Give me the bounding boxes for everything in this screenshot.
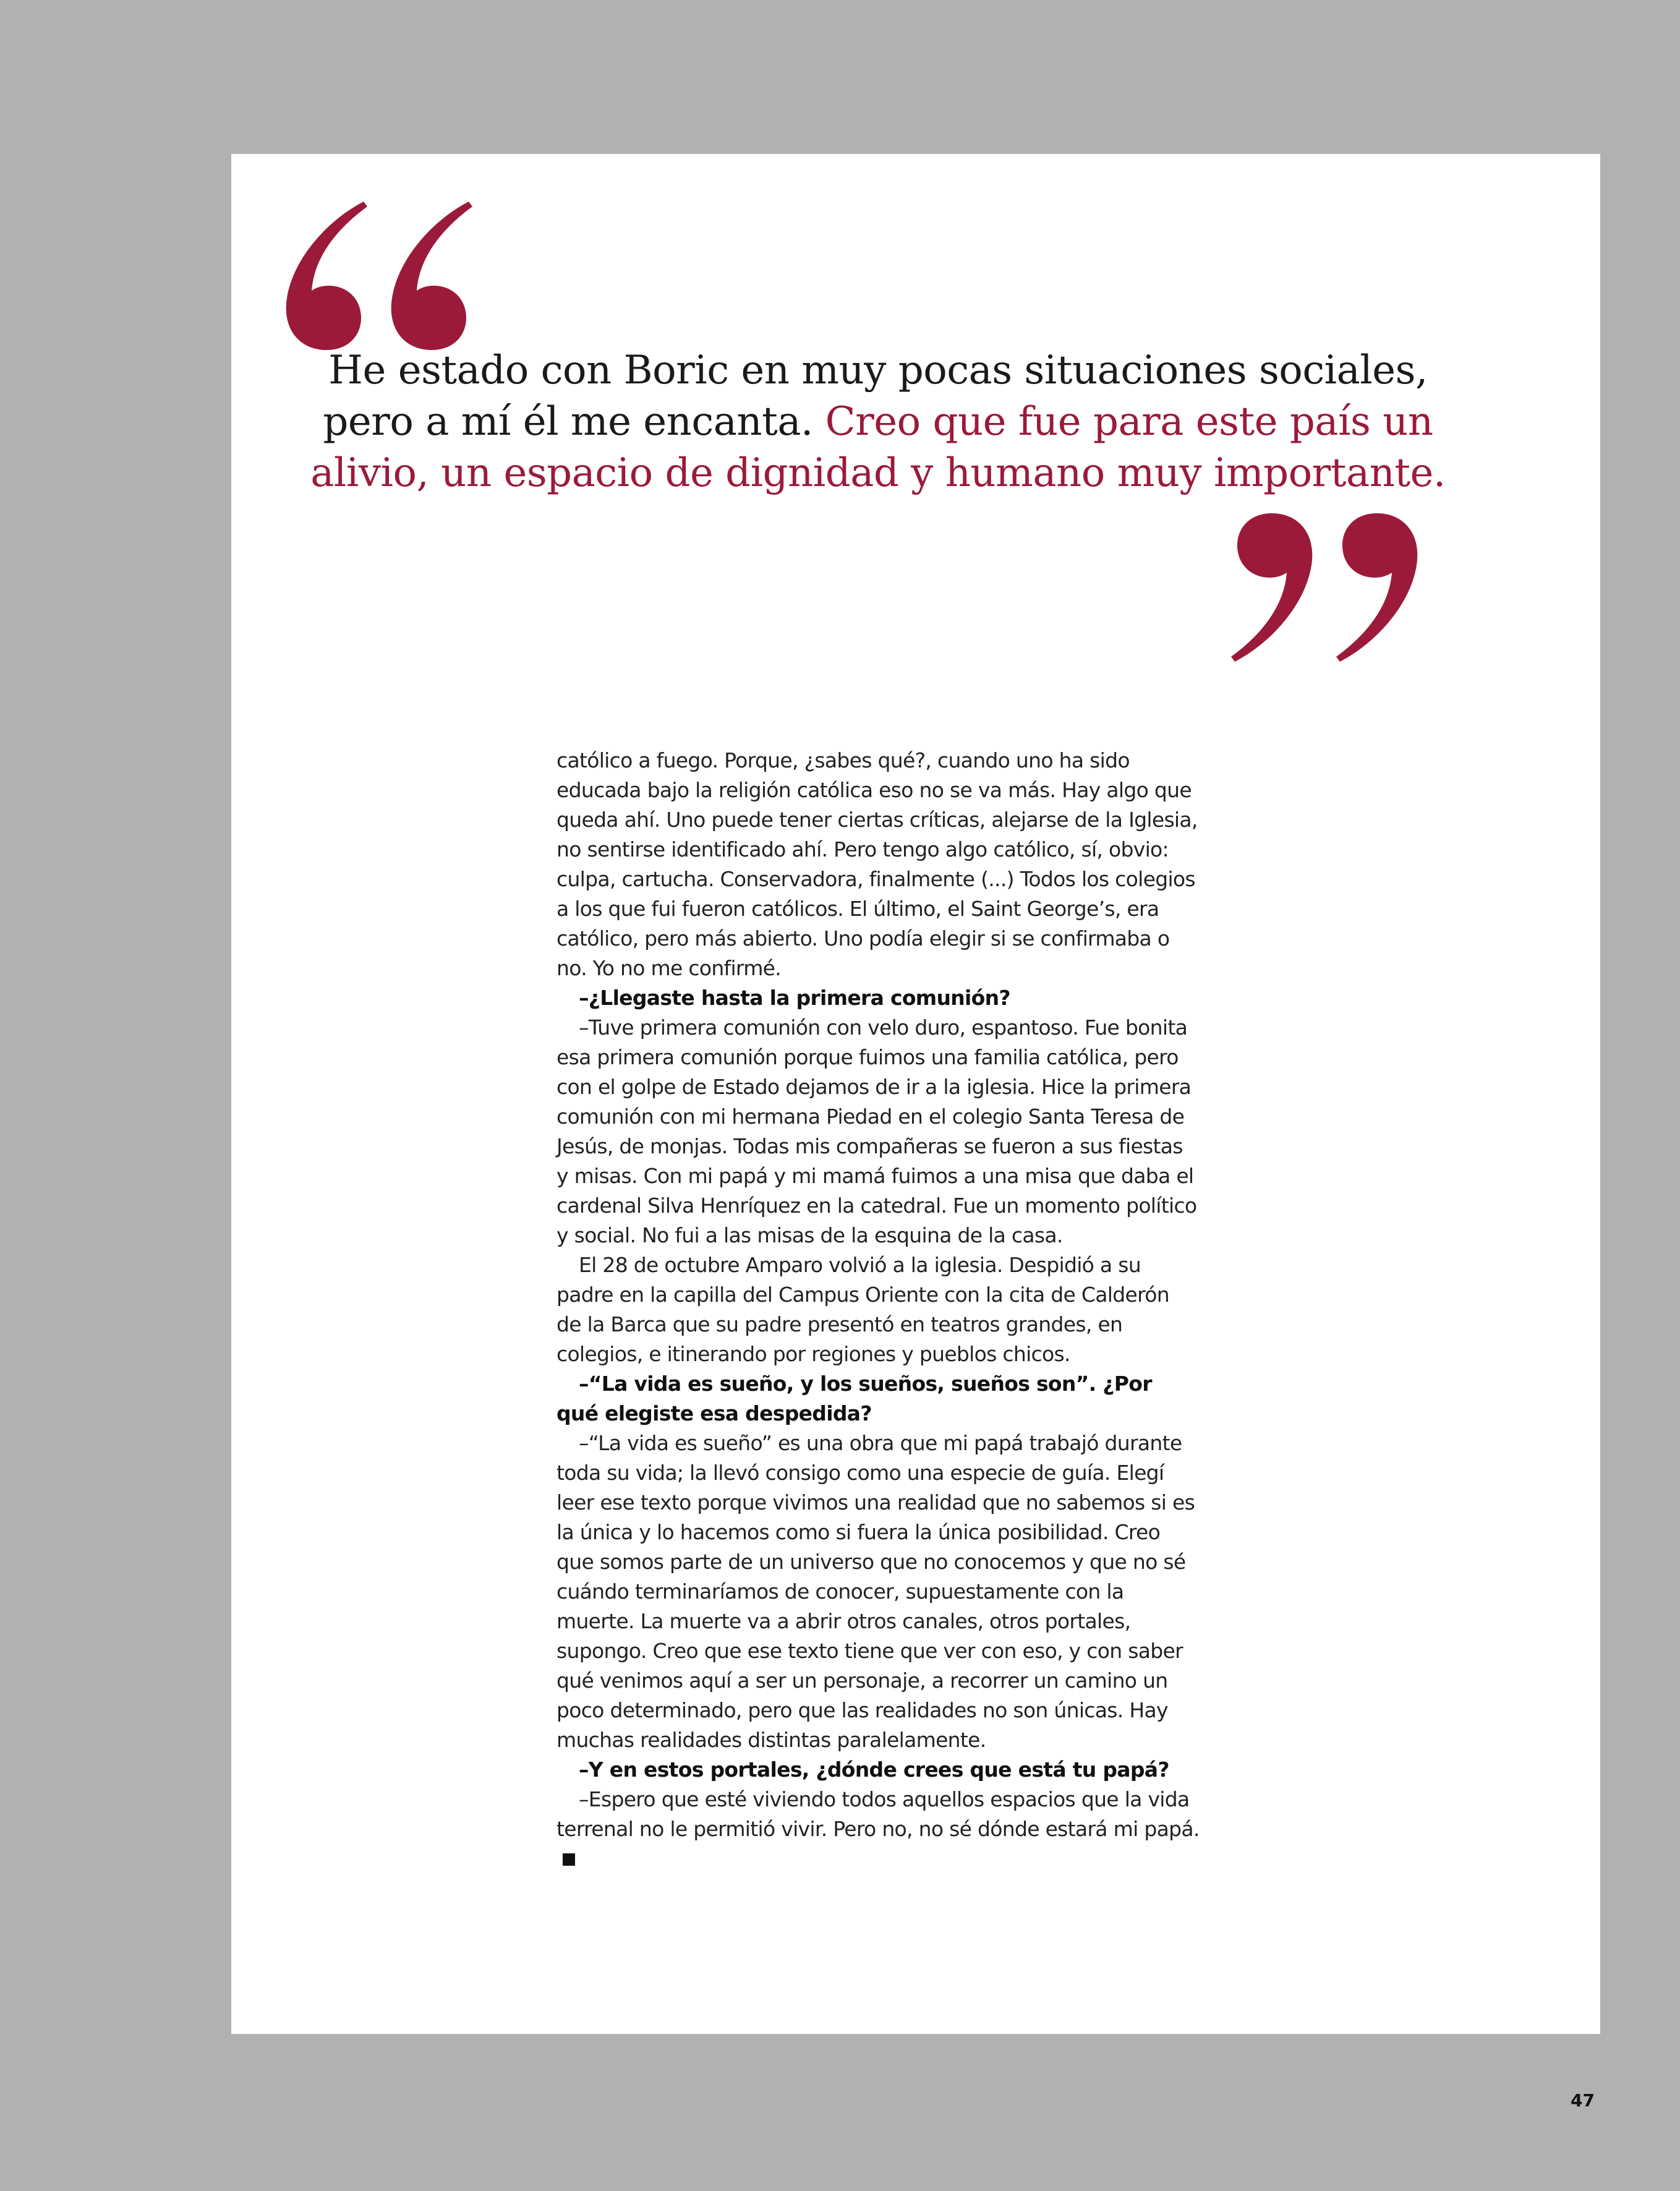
article-paragraph: –Tuve primera comunión con velo duro, espantoso. Fue bonita esa primera comunión porque fuimos una familia católica, pero con el golpe de Estado dejamos de ir a la iglesia. Hice la primera comunión con mi hermana Piedad en el colegio Santa Teresa de Jesús, de monjas. Todas mis compañeras se fueron a sus fiestas y misas. Con mi papá y mi mamá fuimos a una misa que daba el cardenal Silva Henríquez en la catedral. Fue un momento político y social. No fui a las misas de la esquina de la casa.	[556, 1015, 1197, 1247]
interview-question: –Y en estos portales, ¿dónde crees que está tu papá?	[579, 1757, 1169, 1782]
article-final-text: –Espero que esté viviendo todos aquellos espacios que la vida terrenal no le permitió vivir. Pero no, no sé dónde estará mi papá.	[556, 1787, 1200, 1841]
article-paragraph: católico a fuego. Porque, ¿sabes qué?, cuando uno ha sido educada bajo la religión católica eso no se va más. Hay algo que queda ahí. Uno puede tener ciertas críticas, alejarse de la Iglesia, no sentirse identificado ahí. Pero tengo algo católico, sí, obvio: culpa, cartucha. Conservadora, finalmente (...) Todos los colegios a los que fui fueron católicos. El último, el Saint George’s, era católico, pero más abierto. Uno podía elegir si se confirmaba o no. Yo no me confirmé.	[556, 748, 1198, 980]
pull-quote-accent-text: Creo que fue para este país un alivio, un espacio de dignidad y humano muy importante.	[310, 399, 1446, 496]
interview-question: –¿Llegaste hasta la primera comunión?	[579, 986, 1010, 1010]
closing-quote-mark-icon	[1227, 510, 1419, 664]
pull-quote-plain-text: He estado con Boric en muy pocas situaciones sociales, pero a mí él me encanta.	[323, 348, 1428, 445]
article-final-paragraph	[556, 1785, 1200, 1874]
article-paragraph: El 28 de octubre Amparo volvió a la iglesia. Despidió a su padre en la capilla del Campus Oriente con la cita de Calderón de la Barca que su padre presentó en teatros grandes, en colegios, e itinerando por regiones y pueblos chicos.	[556, 1253, 1169, 1366]
pull-quote	[291, 345, 1465, 499]
page-number: 47	[1571, 2090, 1595, 2111]
closing-quote-right-glyph	[1336, 513, 1417, 662]
article-paragraph: –“La vida es sueño” es una obra que mi papá trabajó durante toda su vida; la llevó consigo como una especie de guía. Elegí leer ese texto porque vivimos una realidad que no sabemos si es la única y lo hacemos como si fuera la única posibilidad. Creo que somos parte de un universo que no conocemos y que no sé cuándo terminaríamos de conocer, supuestamente con la muerte. La muerte va a abrir otros canales, otros portales, supongo. Creo que ese texto tiene que ver con eso, y con saber qué venimos aquí a ser un personaje, a recorrer un camino un poco determinado, pero que las realidades no son únicas. Hay muchas realidades distintas paralelamente.	[556, 1431, 1195, 1752]
interview-question: –“La vida es sueño, y los sueños, sueños son”. ¿Por qué elegiste esa despedida?	[556, 1372, 1152, 1425]
opening-quote-right-glyph	[391, 202, 472, 350]
opening-quote-left-glyph	[286, 202, 367, 350]
end-of-article-mark-icon	[563, 1853, 575, 1866]
opening-quote-mark-icon	[284, 199, 476, 354]
closing-quote-left-glyph	[1231, 513, 1312, 662]
article-body	[556, 746, 1200, 1874]
